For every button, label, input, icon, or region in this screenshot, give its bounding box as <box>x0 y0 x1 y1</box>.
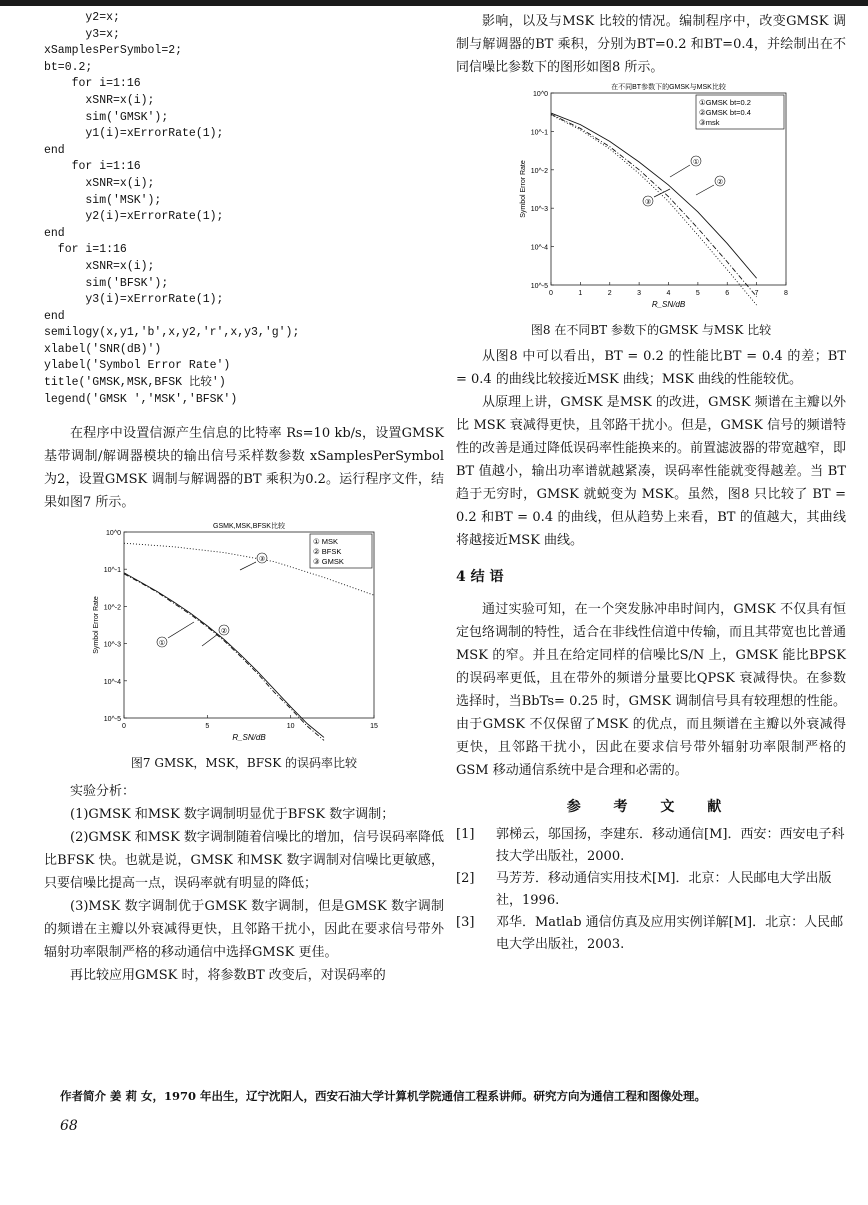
x-tick-label: 7 <box>754 290 759 297</box>
paragraph-principle: 从原理上讲，GMSK 是MSK 的改进，GMSK 频谱在主瓣以外比 MSK 衰减得更快，且邻路干扰小。但是，GMSK 信号的频谱特性的改善是通过降低误码率性能换来的。前置滤波器的带宽越窄，即BT 值越小，输出功率谱就越紧凑，误码率性能就变得越差。当 BT 趋于无穷时，GMSK 就蜕变为 MSK。虽然，图8 只比较了 BT = 0.2 和BT = 0.4 的曲线，但从趋势上来看，BT 的值越大，其曲线将越接近MSK 曲线。 <box>456 395 847 548</box>
y-tick-label: 10^-2 <box>103 604 121 612</box>
y-axis-label: Symbol Error Rate <box>520 160 527 218</box>
analysis-item-1: (1)GMSK 和MSK 数字调制明显优于BFSK 数字调制； <box>70 807 395 823</box>
y-tick-label: 10^-2 <box>530 167 548 175</box>
code-line: legend('GMSK ','MSK','BFSK') <box>44 392 238 406</box>
y-tick-label: 10^-5 <box>103 716 121 724</box>
reference-text: 邓华．Matlab 通信仿真及应用实例详解[M]．北京：人民邮电大学出版社，2003. <box>496 915 844 952</box>
x-tick-label: 3 <box>637 290 642 297</box>
code-line: xSNR=x(i); <box>44 259 155 273</box>
y-tick-label: 10^-3 <box>103 641 121 649</box>
reference-number: [1] <box>456 827 475 842</box>
right-column <box>456 10 846 956</box>
y-axis-label: Symbol Error Rate <box>93 596 100 655</box>
code-line: xSNR=x(i); <box>44 176 155 190</box>
x-tick-label: 2 <box>607 290 612 297</box>
annotation-leader <box>240 562 256 570</box>
code-line: sim('GMSK'); <box>44 110 169 124</box>
annotation-label: ① <box>692 159 700 166</box>
analysis-title: 实验分析： <box>70 784 136 800</box>
code-line: for i=1:16 <box>44 243 127 257</box>
annotation-label: ② <box>716 179 724 186</box>
author-note: 作者简介 姜 莉 女，1970 年出生，辽宁沈阳人，西安石油大学计算机学院通信工程系讲师。研究方向为通信工程和图像处理。 <box>60 1089 707 1103</box>
legend-entry: ② BFSK <box>313 547 342 557</box>
paragraph-setup: 在程序中设置信源产生信息的比特率 Rs=10 kb/s，设置GMSK 基带调制/解调器模块的输出信号采样数参数 xSamplesPerSymbol 为2，设置GMSK 调制与解调器的BT 乘积为0.2。运行程序文件，结果如图7 所示。 <box>44 426 444 511</box>
x-axis-label: R_SN/dB <box>232 733 266 743</box>
legend-entry: ③msk <box>699 118 720 127</box>
y-tick-label: 10^0 <box>533 91 548 98</box>
code-line: end <box>44 143 65 157</box>
annotation-leader <box>696 185 714 195</box>
series-line <box>551 114 757 296</box>
chart-title: GSMK,MSK,BFSK比较 <box>213 523 285 531</box>
code-line: semilogy(x,y1,'b',x,y2,'r',x,y3,'g'); <box>44 326 300 340</box>
code-line: ylabel('Symbol Error Rate') <box>44 359 231 373</box>
paragraph-bt-compare: 再比较应用GMSK 时，将参数BT 改变后，对误码率的 <box>70 968 386 984</box>
section-heading: 4 结 语 <box>456 569 504 585</box>
annotation-leader <box>168 622 194 638</box>
x-tick-label: 4 <box>666 290 671 297</box>
code-line: title('GMSK,MSK,BFSK 比较') <box>44 376 226 390</box>
analysis-item-2: (2)GMSK 和MSK 数字调制随着信噪比的增加，信号误码率降低比BFSK 快。也就是说，GMSK 和MSK 数字调制对信噪比更敏感，只要信噪比提高一点，误码率就有明显的降低； <box>44 830 444 892</box>
x-tick-label: 5 <box>695 290 700 297</box>
paragraph-figure-8: 从图8 中可以看出，BT = 0.2 的性能比BT = 0.4 的差；BT = 0.4 的曲线比较接近MSK 曲线；MSK 曲线的性能较优。 <box>456 349 846 387</box>
x-axis-label: R_SN/dB <box>651 300 686 309</box>
y-tick-label: 10^-5 <box>530 283 548 290</box>
figure-7-caption: 图7 GMSK，MSK，BFSK 的误码率比较 <box>130 756 358 771</box>
figure-8 <box>456 79 846 321</box>
reference-item <box>456 868 846 912</box>
legend-entry: ①GMSK bt=0.2 <box>699 98 751 107</box>
x-tick-label: 8 <box>784 290 788 297</box>
y-tick-label: 10^-4 <box>103 679 121 687</box>
annotation-label: ③ <box>644 199 652 206</box>
legend-entry: ③ GMSK <box>313 557 344 567</box>
series-line <box>551 113 757 278</box>
annotation-leader <box>670 165 690 177</box>
series-line <box>124 573 324 738</box>
code-line: for i=1:16 <box>44 77 141 91</box>
reference-item <box>456 912 846 956</box>
reference-number: [2] <box>456 871 475 886</box>
y-tick-label: 10^-4 <box>530 244 548 252</box>
series-line <box>124 574 324 741</box>
x-tick-label: 15 <box>370 723 378 731</box>
annotation-label: ③ <box>258 556 266 564</box>
x-tick-label: 10 <box>286 723 295 731</box>
code-line: y3=x; <box>44 27 120 41</box>
code-line: xlabel('SNR(dB)') <box>44 342 162 356</box>
reference-list <box>456 824 846 956</box>
code-line: xSNR=x(i); <box>44 93 155 107</box>
y-tick-label: 10^-1 <box>103 567 121 575</box>
reference-number: [3] <box>456 915 475 930</box>
figure-8-caption: 图8 在不同BT 参数下的GMSK 与MSK 比较 <box>530 323 772 337</box>
matlab-code-block <box>44 10 444 408</box>
series-line <box>551 115 757 305</box>
x-tick-label: 1 <box>578 290 583 297</box>
references-title: 参 考 文 献 <box>566 799 736 815</box>
y-tick-label: 10^0 <box>106 530 121 538</box>
chart-title: 在不同BT参数下的GMSK与MSK比较 <box>611 84 726 91</box>
figure-7-chart <box>44 518 444 750</box>
x-tick-label: 0 <box>549 290 553 297</box>
left-column <box>44 10 444 987</box>
x-tick-label: 6 <box>725 290 730 297</box>
legend-entry: ① MSK <box>313 537 339 547</box>
figure-8-chart <box>456 79 846 317</box>
code-line: sim('MSK'); <box>44 193 162 207</box>
code-line: end <box>44 309 65 323</box>
reference-item <box>456 824 846 868</box>
top-band <box>0 0 868 6</box>
y-tick-label: 10^-3 <box>530 206 548 214</box>
code-line: sim('BFSK'); <box>44 276 169 290</box>
code-line: xSamplesPerSymbol=2; <box>44 44 183 58</box>
reference-text: 郭梯云，邬国扬，李建东．移动通信[M]．西安：西安电子科技大学出版社，2000. <box>496 827 845 864</box>
annotation-label: ② <box>220 628 228 636</box>
code-line: y1(i)=xErrorRate(1); <box>44 127 224 141</box>
code-line: for i=1:16 <box>44 160 141 174</box>
code-line: bt=0.2; <box>44 60 93 74</box>
legend-entry: ②GMSK bt=0.4 <box>699 108 751 117</box>
reference-text: 马芳芳．移动通信实用技术[M]．北京：人民邮电大学出版社，1996. <box>496 871 832 908</box>
paragraph-continuation: 影响，以及与MSK 比较的情况。编制程序中，改变GMSK 调制与解调器的BT 乘积，分别为BT=0.2 和BT=0.4，并绘制出在不同信噪比参数下的图形如图8 所示。 <box>456 14 846 75</box>
code-line: y2=x; <box>44 11 120 24</box>
figure-7 <box>44 518 444 754</box>
analysis-item-3: (3)MSK 数字调制优于GMSK 数字调制，但是GMSK 数字调制的频谱在主瓣以外衰减得更快，且邻路干扰小，因此在要求信号带外辐射功率限制严格的移动通信中选择GMSK 更佳。 <box>44 899 444 961</box>
y-tick-label: 10^-1 <box>530 129 548 137</box>
code-line: end <box>44 226 65 240</box>
x-tick-label: 5 <box>205 723 210 731</box>
annotation-label: ① <box>158 640 166 648</box>
annotation-leader <box>202 634 218 646</box>
x-tick-label: 0 <box>122 723 126 731</box>
page-number: 68 <box>60 1118 78 1134</box>
code-line: y2(i)=xErrorRate(1); <box>44 210 224 224</box>
code-line: y3(i)=xErrorRate(1); <box>44 293 224 307</box>
paragraph-conclusion: 通过实验可知，在一个突发脉冲串时间内，GMSK 不仅具有恒定包络调制的特性，适合在非线性信道中传输，而且其带宽也比普通MSK 的窄。并且在给定同样的信噪比S/N 上，GMSK 能比BPSK 的误码率更低，且在带外的频谱分量要比QPSK 衰减得快。在参数选择时，当BbTs= 0.25 时，GMSK 调制信号具有较理想的性能。由于GMSK 不仅保留了MSK 的优点，而且频谱在主瓣以外衰减得更快，且邻路干扰小，因此在要求信号带外辐射功率限制严格的GSM 移动通信系统中是合理和必需的。 <box>456 602 847 778</box>
